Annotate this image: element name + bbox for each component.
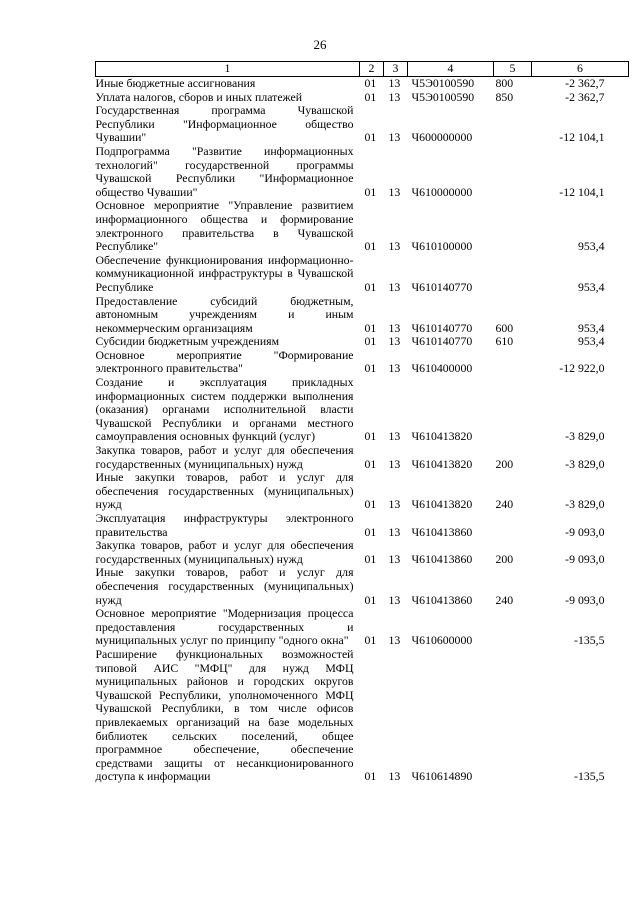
row-expense-type: 600: [495, 320, 514, 335]
row-target-article: Ч610413860: [411, 524, 473, 539]
row-subsection: 13: [388, 497, 401, 512]
row-section: 01: [364, 551, 377, 566]
row-target-article: Ч610100000: [411, 239, 473, 254]
column-header-name: 1: [96, 62, 360, 77]
row-section: 01: [364, 320, 377, 335]
row-name: Предоставление субсидий бюджетным, автономным учреждениям и иным некоммерческим организациям: [95, 293, 354, 335]
row-expense-type: [494, 104, 532, 145]
row-amount: 953,4: [577, 279, 605, 294]
row-target-article: Ч610413820: [411, 429, 473, 444]
row-subsection: 13: [388, 76, 401, 90]
row-amount: -9 093,0: [565, 551, 605, 566]
table-body: [96, 77, 629, 784]
row-amount: -12 922,0: [559, 361, 605, 376]
row-amount: -3 829,0: [565, 497, 605, 512]
row-section: 01: [364, 429, 377, 444]
row-expense-type: [494, 648, 532, 784]
column-header-target-article: 4: [408, 62, 494, 77]
row-subsection: 13: [388, 361, 401, 376]
table-row: [96, 104, 629, 145]
budget-table: [95, 61, 629, 784]
row-expense-type: [494, 145, 532, 199]
row-amount: -3 829,0: [565, 456, 605, 471]
row-name: Основное мероприятие "Формирование электронного правительства": [95, 347, 354, 376]
row-subsection: 13: [388, 89, 401, 104]
row-expense-type: [494, 349, 532, 376]
row-subsection: 13: [388, 592, 401, 607]
row-name: Уплата налогов, сборов и иных платежей: [95, 89, 303, 104]
row-expense-type: 800: [495, 76, 514, 90]
row-expense-type: [494, 512, 532, 539]
table-row: [96, 512, 629, 539]
row-amount: -2 362,7: [565, 76, 605, 90]
row-target-article: Ч610140770: [411, 279, 473, 294]
row-name: Закупка товаров, работ и услуг для обеспечения государственных (муниципальных) нужд: [95, 443, 354, 471]
row-target-article: Ч610614890: [411, 769, 473, 784]
row-amount: -9 093,0: [565, 524, 605, 539]
row-name: Расширение функциональных возможностей типовой АИС "МФЦ" для нужд МФЦ муниципальных районов и городских округов Чувашской Республики, уполномоченного МФЦ Чувашской Республики, в том числе офисов привлекаемых организаций на базе модельных библиотек сельских поселений, общее программное обеспечение, обеспечение средствами защиты от несанкционированного доступа к информации: [95, 646, 354, 784]
row-section: 01: [364, 633, 377, 648]
row-section: 01: [364, 130, 377, 145]
row-amount: 953,4: [577, 239, 605, 254]
row-target-article: Ч610000000: [411, 184, 473, 199]
row-target-article: Ч610413860: [411, 551, 473, 566]
column-header-expense-type: 5: [494, 62, 532, 77]
header-row: [96, 62, 629, 77]
row-target-article: Ч5Э0100590: [411, 89, 475, 104]
row-expense-type: 200: [495, 456, 514, 471]
row-section: 01: [364, 334, 377, 349]
row-amount: -135,5: [574, 769, 605, 784]
row-amount: -12 104,1: [559, 184, 605, 199]
row-section: 01: [364, 769, 377, 784]
row-expense-type: [494, 199, 532, 253]
row-section: 01: [364, 239, 377, 254]
row-subsection: 13: [388, 239, 401, 254]
row-section: 01: [364, 497, 377, 512]
table-row: [96, 566, 629, 607]
page-number: 26: [313, 37, 327, 52]
row-amount: -2 362,7: [565, 89, 605, 104]
row-name: Иные закупки товаров, работ и услуг для обеспечения государственных (муниципальных) нужд: [95, 565, 354, 607]
table-row: [96, 77, 629, 91]
row-name: Обеспечение функционирования информационно-коммуникационной инфраструктуры в Чувашской Республике: [95, 252, 354, 294]
row-subsection: 13: [388, 633, 401, 648]
row-subsection: 13: [388, 551, 401, 566]
row-name: Субсидии бюджетным учреждениям: [95, 334, 280, 349]
row-expense-type: 200: [495, 551, 514, 566]
row-target-article: Ч610413820: [411, 497, 473, 512]
row-section: 01: [364, 89, 377, 104]
row-subsection: 13: [388, 279, 401, 294]
row-amount: -3 829,0: [565, 429, 605, 444]
row-section: 01: [364, 361, 377, 376]
row-section: 01: [364, 279, 377, 294]
row-target-article: Ч610600000: [411, 633, 473, 648]
row-section: 01: [364, 76, 377, 90]
row-name: Основное мероприятие "Управление развитием информационного общества и формирование электронного правительства в Чувашской Республике": [95, 198, 354, 254]
row-name: Создание и эксплуатация прикладных информационных систем поддержки выполнения (оказания) органами исполнительной власти Чувашской Республики и органами местного самоуправления основных функций (услуг): [95, 375, 354, 444]
row-name: Закупка товаров, работ и услуг для обеспечения государственных (муниципальных) нужд: [95, 538, 354, 566]
row-target-article: Ч610413820: [411, 456, 473, 471]
table-row: [96, 376, 629, 444]
row-section: 01: [364, 592, 377, 607]
row-expense-type: 240: [495, 497, 514, 512]
row-expense-type: 240: [495, 592, 514, 607]
row-subsection: 13: [388, 184, 401, 199]
row-expense-type: 610: [495, 334, 514, 349]
table-row: [96, 349, 629, 376]
table-row: [96, 444, 629, 471]
table-row: [96, 335, 629, 349]
row-target-article: Ч5Э0100590: [411, 76, 475, 90]
row-expense-type: [494, 376, 532, 444]
row-name: Иные бюджетные ассигнования: [95, 76, 256, 90]
row-section: 01: [364, 456, 377, 471]
row-section: 01: [364, 524, 377, 539]
row-target-article: Ч610400000: [411, 361, 473, 376]
table-row: [96, 539, 629, 566]
table-row: [96, 254, 629, 295]
row-subsection: 13: [388, 320, 401, 335]
row-name: Иные закупки товаров, работ и услуг для обеспечения государственных (муниципальных) нужд: [95, 470, 354, 512]
table-row: [96, 471, 629, 512]
row-subsection: 13: [388, 334, 401, 349]
row-name: Государственная программа Чувашской Республики "Информационное общество Чувашии": [95, 103, 354, 145]
column-header-amount: 6: [532, 62, 629, 77]
table-row: [96, 91, 629, 105]
table-row: [96, 648, 629, 784]
row-amount: 953,4: [577, 334, 605, 349]
table-row: [96, 295, 629, 336]
row-amount: -12 104,1: [559, 130, 605, 145]
row-name: Основное мероприятие "Модернизация процесса предоставления государственных и муниципальных услуг по принципу "одного окна": [95, 606, 354, 648]
row-expense-type: [494, 607, 532, 648]
table-row: [96, 199, 629, 253]
row-subsection: 13: [388, 769, 401, 784]
column-header-subsection: 3: [384, 62, 408, 77]
row-name: Эксплуатация инфраструктуры электронного правительства: [95, 511, 354, 539]
row-amount: -9 093,0: [565, 592, 605, 607]
row-subsection: 13: [388, 130, 401, 145]
row-subsection: 13: [388, 524, 401, 539]
row-name: Подпрограмма "Развитие информационных технологий" государственной программы Чувашской Республики "Информационное общество Чувашии": [95, 143, 354, 199]
row-subsection: 13: [388, 456, 401, 471]
table-row: [96, 145, 629, 199]
row-section: 01: [364, 184, 377, 199]
row-target-article: Ч610140770: [411, 320, 473, 335]
row-target-article: Ч610413860: [411, 592, 473, 607]
row-subsection: 13: [388, 429, 401, 444]
table-header: [96, 62, 629, 77]
row-amount: -135,5: [574, 633, 605, 648]
row-amount: 953,4: [577, 320, 605, 335]
column-header-section: 2: [360, 62, 384, 77]
row-target-article: Ч610140770: [411, 334, 473, 349]
table-row: [96, 607, 629, 648]
row-target-article: Ч600000000: [411, 130, 473, 145]
row-expense-type: 850: [495, 89, 514, 104]
row-expense-type: [494, 254, 532, 295]
